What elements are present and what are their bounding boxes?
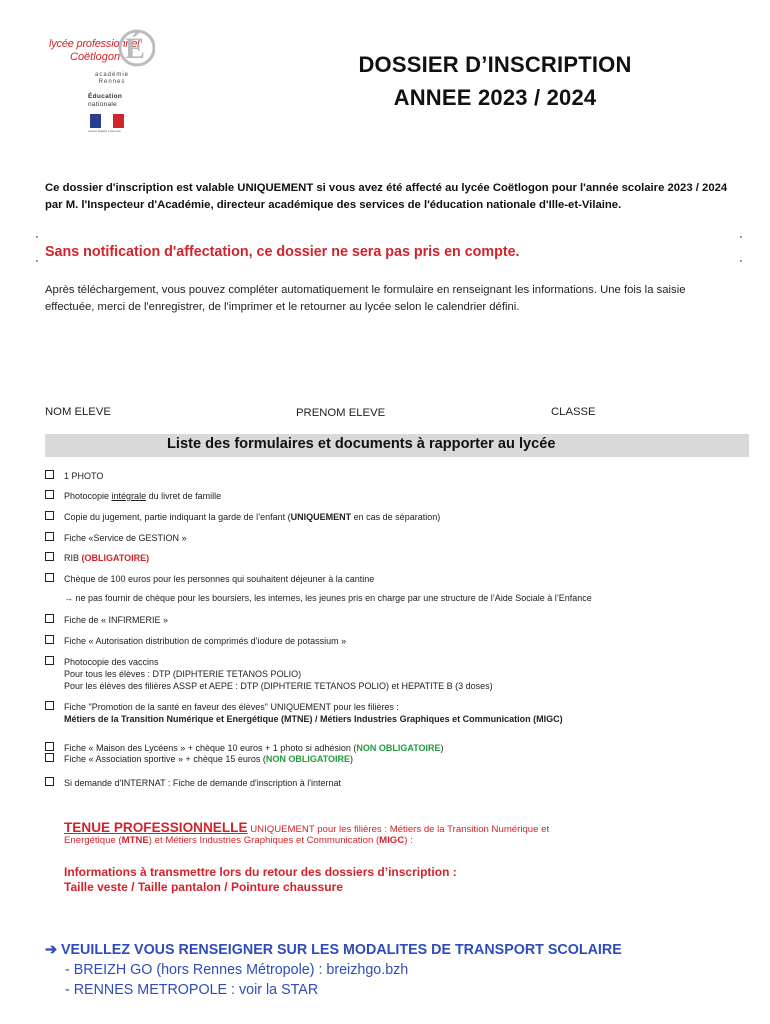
checkbox[interactable]: [45, 490, 54, 499]
transport-star[interactable]: - RENNES METROPOLE : voir la STAR: [65, 982, 319, 998]
tenue-section: TENUE PROFESSIONNELLE UNIQUEMENT pour les filières : Métiers de la Transition Numérique et Energétique (MTNE) et Métiers Industries Graphiques et Communication (MIGC) :: [64, 820, 550, 846]
tenue-title: TENUE PROFESSIONNELLE: [64, 820, 248, 835]
title-line2: ANNEE 2023 / 2024: [393, 85, 597, 110]
transport-heading: ➔ VEUILLEZ VOUS RENSEIGNER SUR LES MODALITES DE TRANSPORT SCOLAIRE: [45, 942, 622, 958]
infos-section: Informations à transmettre lors du retour des dossiers d’inscription : Taille veste / Taille pantalon / Pointure chaussure: [64, 865, 457, 894]
checkbox[interactable]: [45, 777, 54, 786]
logo-line1: lycée professionnel: [49, 38, 140, 50]
margin-dot: [36, 260, 38, 262]
checkbox[interactable]: [45, 635, 54, 644]
intro-text: Ce dossier d'inscription est valable UNIQUEMENT si vous avez été affecté au lycée Coëtlogon pour l'année scolaire 2023 / 2024 par M. l'Inspecteur d'Académie, directeur académique des services de l'éducation nationale d'Ille-et-Vilaine.: [45, 182, 728, 211]
logo-academie: académie Rennes: [94, 72, 129, 85]
nom-eleve-field[interactable]: NOM ELEVE: [45, 406, 111, 418]
page-title: [300, 48, 690, 114]
checkbox[interactable]: [45, 573, 54, 582]
instructions-text: Après téléchargement, vous pouvez compléter automatiquement le formulaire en renseignant les informations. Une fois la saisie effectuée, merci de l'enregistrer, de l'imprimer et le retourner au lycée selon le calendrier défini.: [45, 284, 686, 313]
svg-text:É: É: [125, 32, 146, 65]
cheque-note: → ne pas fournir de chèque pour les boursiers, les internes, les jeunes pris en charge par une structure de l’Aide Sociale à l’Enfance: [64, 593, 592, 603]
checkbox[interactable]: [45, 532, 54, 541]
margin-dot: [36, 236, 38, 238]
checkbox[interactable]: [45, 753, 54, 762]
academie-e-icon: [113, 22, 155, 74]
margin-dot: [740, 260, 742, 262]
transport-breizhgo[interactable]: - BREIZH GO (hors Rennes Métropole) : breizhgo.bzh: [65, 962, 409, 978]
logo-education: Éducation nationale: [88, 93, 123, 108]
checkbox[interactable]: [45, 656, 54, 665]
marianne-flag-icon: [90, 114, 124, 128]
flag-motto: Liberté Égalité Fraternité: [88, 129, 121, 133]
checkbox[interactable]: [45, 742, 54, 751]
title-line1: DOSSIER D’INSCRIPTION: [358, 52, 632, 77]
list-title: Liste des formulaires et documents à rapporter au lycée: [167, 436, 556, 452]
margin-dot: [740, 236, 742, 238]
list-title-bar: [45, 434, 749, 457]
transport-section: [45, 940, 622, 1000]
school-logo: [40, 22, 160, 140]
checkbox[interactable]: [45, 614, 54, 623]
classe-field[interactable]: CLASSE: [551, 406, 596, 418]
prenom-eleve-field[interactable]: PRENOM ELEVE: [296, 407, 386, 419]
logo-line2: Coëtlogon: [70, 51, 121, 63]
checkbox[interactable]: [45, 701, 54, 710]
warning-text: Sans notification d'affectation, ce dossier ne sera pas pris en compte.: [45, 244, 520, 260]
checkbox[interactable]: [45, 552, 54, 561]
checkbox[interactable]: [45, 470, 54, 479]
checkbox[interactable]: [45, 511, 54, 520]
